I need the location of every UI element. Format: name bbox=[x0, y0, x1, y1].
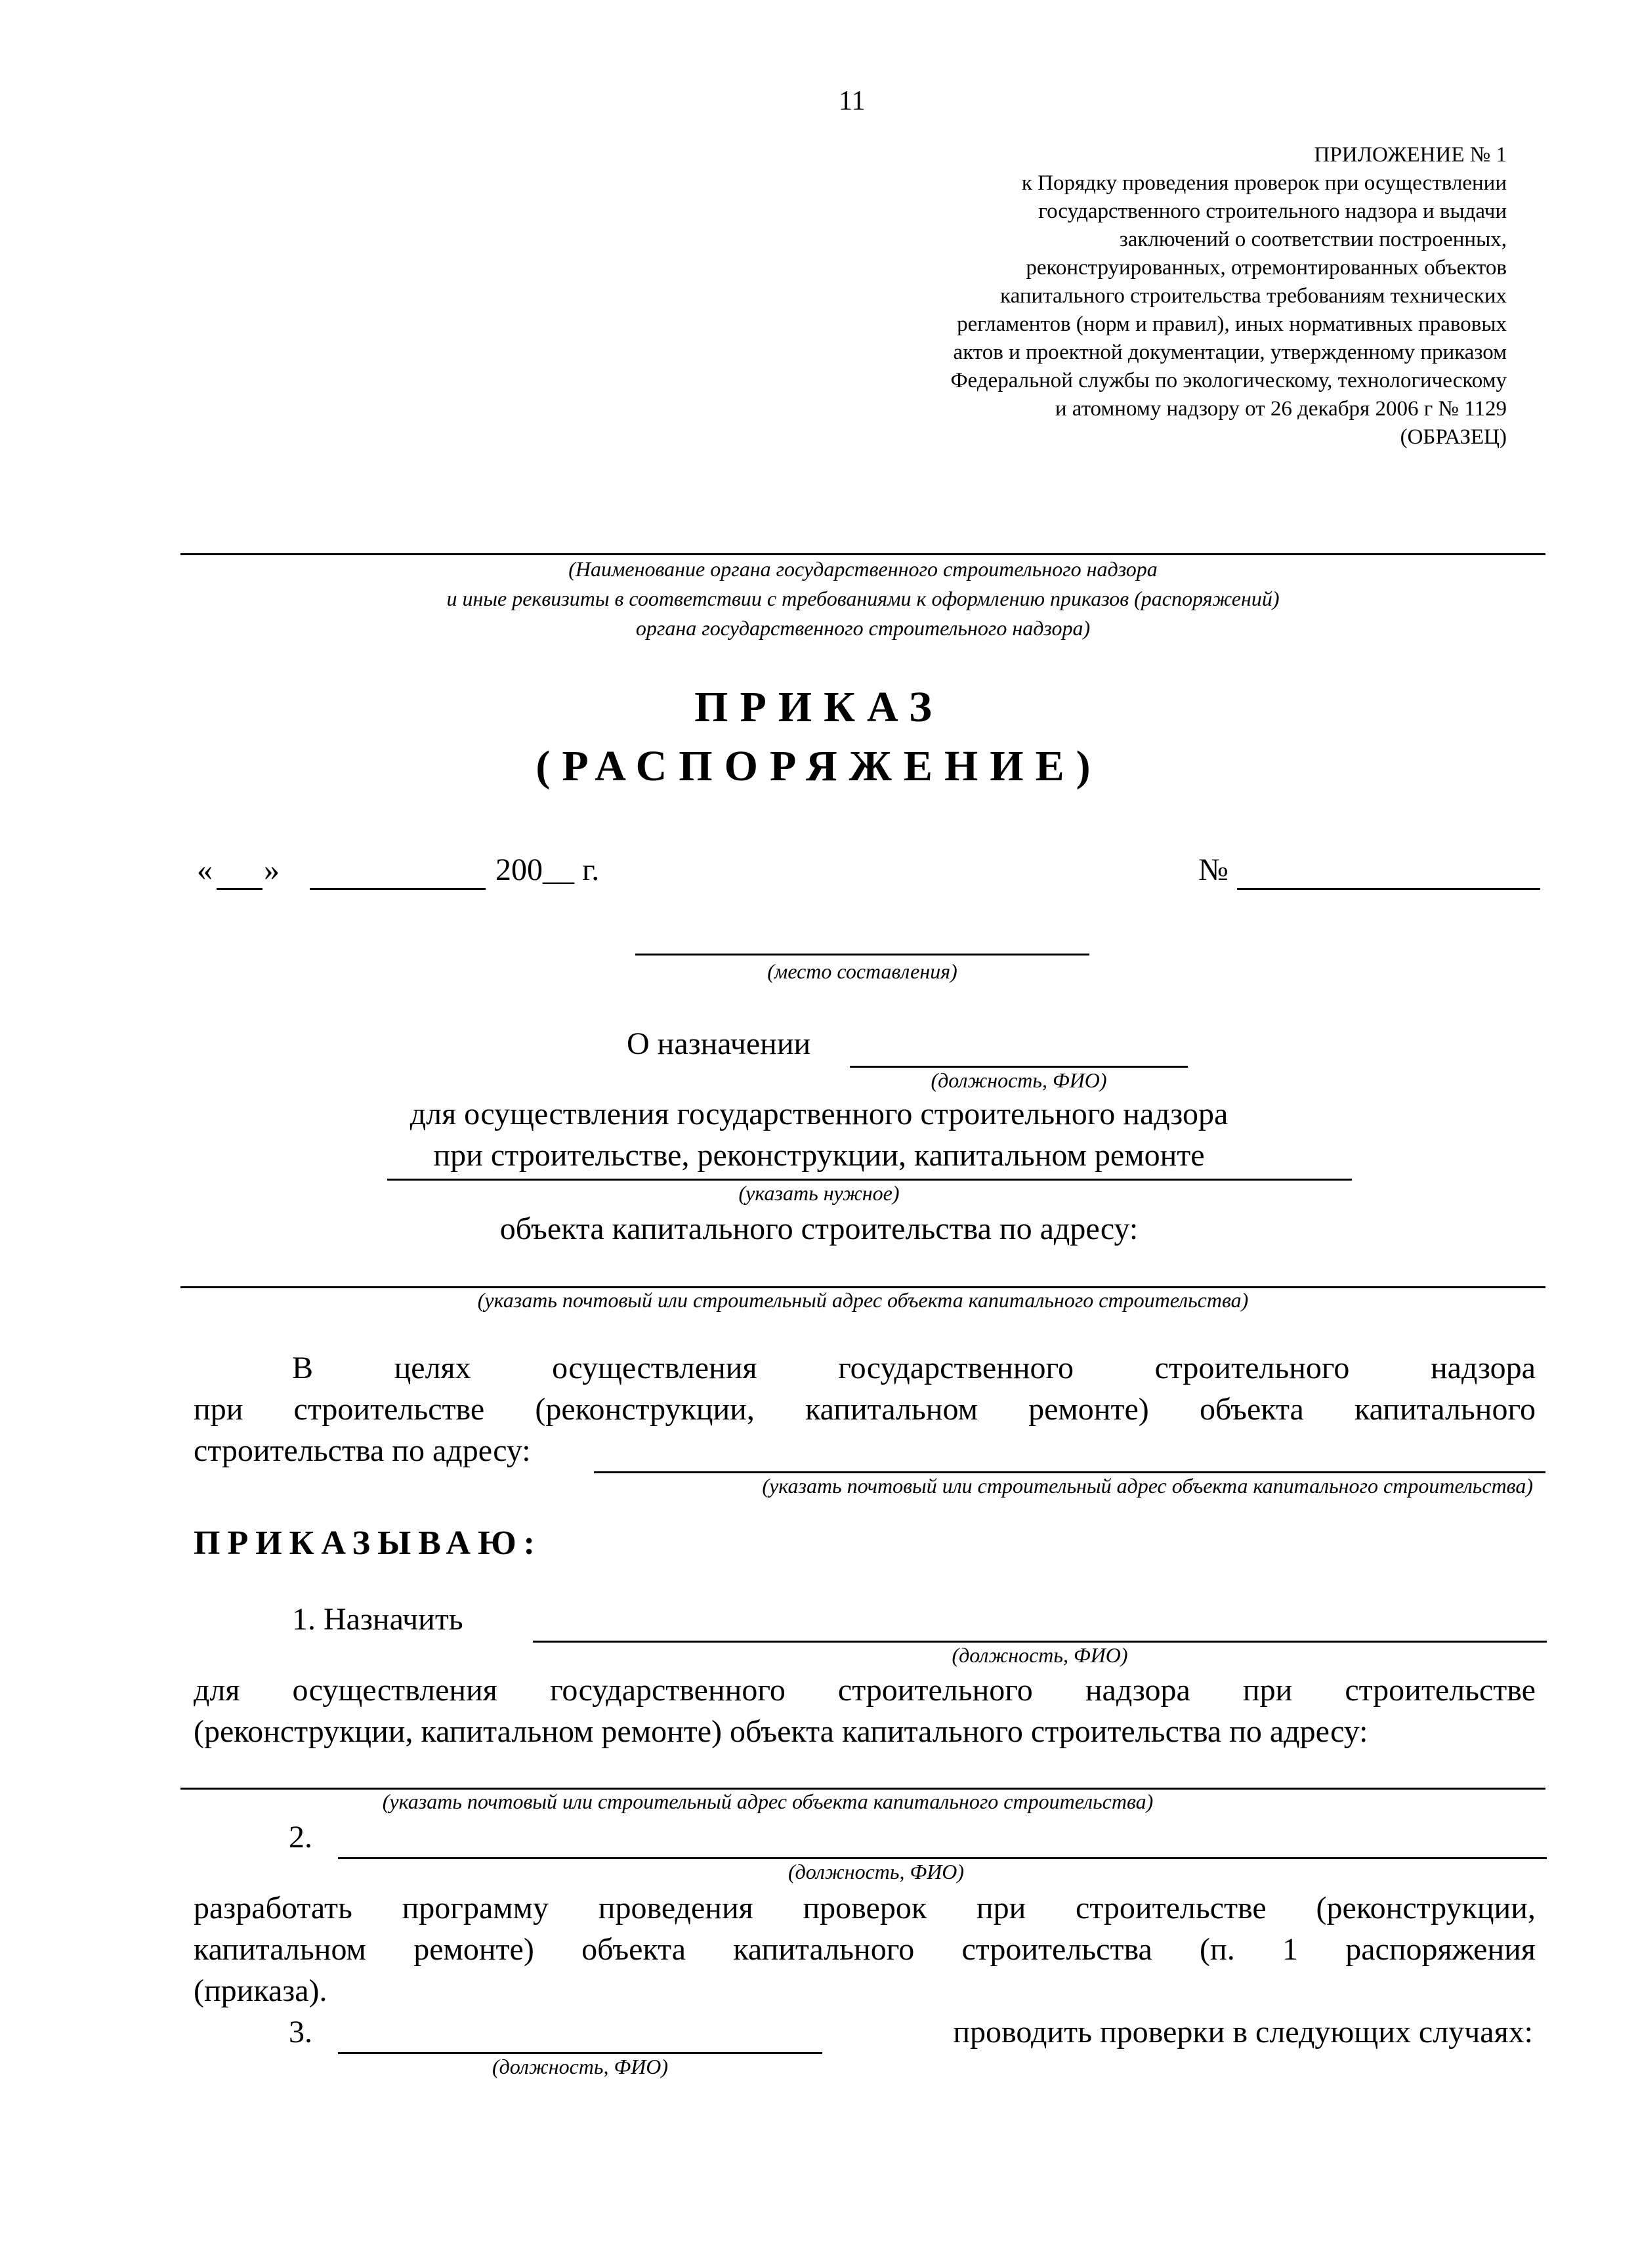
item2-line4: (приказа). bbox=[194, 1973, 327, 2008]
preamble-word: строительного bbox=[1154, 1351, 1350, 1385]
item1-line3: (реконструкции, капитальном ремонте) объекта капитального строительства по адресу: bbox=[194, 1714, 1368, 1749]
item3-caption: (должность, ФИО) bbox=[492, 2055, 669, 2078]
preamble-word: капитальном bbox=[805, 1392, 978, 1427]
preamble-word: целях bbox=[394, 1351, 471, 1385]
appendix-sample-label: (ОБРАЗЕЦ) bbox=[1400, 425, 1507, 449]
document-heading: ПРИКАЗ bbox=[694, 683, 944, 731]
org-caption-line: органа государственного строительного надзора) bbox=[635, 616, 1091, 640]
item2-caption: (должность, ФИО) bbox=[788, 1860, 965, 1883]
item2-word: капитальном bbox=[194, 1932, 366, 1967]
item1-address-caption: (указать почтовый или строительный адрес объекта капитального строительства) bbox=[382, 1790, 1154, 1813]
preamble-word: государственного bbox=[838, 1351, 1074, 1385]
subject-position-caption: (должность, ФИО) bbox=[931, 1068, 1107, 1092]
item2-word: капитального bbox=[733, 1932, 915, 1967]
appendix-line: государственного строительного надзора и выдачи bbox=[1038, 200, 1507, 223]
subject-line4: объекта капитального строительства по адресу: bbox=[499, 1211, 1139, 1246]
preamble-line2 bbox=[194, 1391, 1536, 1427]
date-open-quote: « bbox=[197, 852, 213, 887]
item1-word: строительстве bbox=[1345, 1673, 1536, 1708]
appendix-line: реконструированных, отремонтированных объектов bbox=[1026, 256, 1507, 280]
order-word: ПРИКАЗЫВАЮ: bbox=[194, 1524, 542, 1562]
preamble-word: капитального bbox=[1354, 1392, 1536, 1427]
appendix-line: капитального строительства требованиям технических bbox=[1000, 284, 1507, 308]
item2-word: (п. bbox=[1200, 1932, 1235, 1967]
appendix-line: Федеральной службы по экологическому, технологическому bbox=[950, 369, 1507, 392]
preamble-word: объекта bbox=[1199, 1392, 1304, 1427]
org-caption bbox=[180, 555, 1545, 643]
item2-line3 bbox=[194, 1931, 1536, 1967]
org-caption-line: и иные реквизиты в соответствии с требованиями к оформлению приказов (распоряжений) bbox=[446, 587, 1280, 610]
item1-label: 1. Назначить bbox=[292, 1602, 463, 1637]
item2-position-blank bbox=[338, 1857, 1547, 1859]
subject-line2: для осуществления государственного строительного надзора bbox=[410, 1097, 1228, 1131]
item2-word: проведения bbox=[598, 1891, 753, 1925]
subject-address-caption: (указать почтовый или строительный адрес объекта капитального строительства) bbox=[477, 1288, 1249, 1312]
preamble-line3: строительства по адресу: bbox=[194, 1433, 531, 1468]
item1-word: при bbox=[1242, 1673, 1293, 1708]
item2-word: 1 bbox=[1282, 1932, 1298, 1967]
item2-label: 2. bbox=[289, 1820, 312, 1855]
date-close-quote: » bbox=[264, 852, 280, 887]
item3-label: 3. bbox=[289, 2015, 312, 2049]
preamble-word: надзора bbox=[1430, 1351, 1536, 1385]
item1-word: для bbox=[194, 1673, 240, 1708]
appendix-block bbox=[950, 141, 1507, 452]
item2-word: (реконструкции, bbox=[1316, 1891, 1536, 1925]
item2-word: объекта bbox=[581, 1932, 686, 1967]
item1-position-blank bbox=[533, 1641, 1547, 1643]
preamble-line1 bbox=[194, 1350, 1536, 1386]
number-sign: № bbox=[1198, 852, 1228, 887]
preamble-word: В bbox=[292, 1351, 314, 1385]
month-blank bbox=[310, 888, 486, 890]
appendix-line: актов и проектной документации, утвержденному приказом bbox=[953, 341, 1507, 364]
preamble-word: (реконструкции, bbox=[535, 1392, 755, 1427]
item2-word: распоряжения bbox=[1345, 1932, 1536, 1967]
item2-word: разработать bbox=[194, 1891, 352, 1925]
preamble-word: ремонте) bbox=[1028, 1392, 1149, 1427]
item2-line2 bbox=[194, 1890, 1536, 1926]
item2-word: ремонте) bbox=[413, 1932, 534, 1967]
document-subheading: (РАСПОРЯЖЕНИЕ) bbox=[536, 742, 1102, 790]
place-caption: (место составления) bbox=[767, 959, 957, 983]
item2-word: строительства bbox=[961, 1932, 1152, 1967]
item2-word: при bbox=[976, 1891, 1026, 1925]
order-number-blank bbox=[1237, 888, 1540, 890]
item1-word: надзора bbox=[1085, 1673, 1190, 1708]
page-number: 11 bbox=[839, 86, 866, 116]
item2-word: строительстве bbox=[1076, 1891, 1267, 1925]
preamble-address-caption: (указать почтовый или строительный адрес объекта капитального строительства) bbox=[762, 1474, 1533, 1498]
subject-line3: при строительстве, реконструкции, капитальном ремонте bbox=[433, 1138, 1205, 1173]
place-line bbox=[635, 954, 1089, 956]
preamble-word: осуществления bbox=[552, 1351, 757, 1385]
item2-word: проверок bbox=[803, 1891, 927, 1925]
item3-position-blank bbox=[338, 2052, 822, 2054]
subject-prefix: О назначении bbox=[627, 1026, 811, 1061]
year-label: 200__ г. bbox=[495, 852, 600, 887]
preamble-address-line bbox=[594, 1471, 1545, 1473]
preamble-word: при bbox=[194, 1392, 243, 1427]
day-blank bbox=[217, 888, 262, 890]
item1-caption: (должность, ФИО) bbox=[952, 1643, 1128, 1667]
item2-word: программу bbox=[402, 1891, 549, 1925]
appendix-title: ПРИЛОЖЕНИЕ № 1 bbox=[1314, 143, 1507, 167]
appendix-line: регламентов (норм и правил), иных нормативных правовых bbox=[957, 312, 1507, 336]
item1-line2 bbox=[194, 1672, 1536, 1708]
appendix-line: и атомному надзору от 26 декабря 2006 г № 1129 bbox=[1055, 397, 1507, 421]
appendix-line: к Порядку проведения проверок при осуществлении bbox=[1021, 171, 1507, 195]
item1-word: государственного bbox=[549, 1673, 786, 1708]
appendix-line: заключений о соответствии построенных, bbox=[1119, 228, 1507, 251]
item1-word: строительного bbox=[837, 1673, 1033, 1708]
subject-line3-underline bbox=[387, 1179, 1352, 1181]
subject-choose-caption: (указать нужное) bbox=[738, 1181, 900, 1205]
item1-word: осуществления bbox=[292, 1673, 497, 1708]
subject-position-blank bbox=[850, 1066, 1188, 1068]
org-caption-line: (Наименование органа государственного строительного надзора bbox=[568, 557, 1158, 581]
item3-text: проводить проверки в следующих случаях: bbox=[953, 2015, 1533, 2049]
preamble-word: строительстве bbox=[293, 1392, 485, 1427]
